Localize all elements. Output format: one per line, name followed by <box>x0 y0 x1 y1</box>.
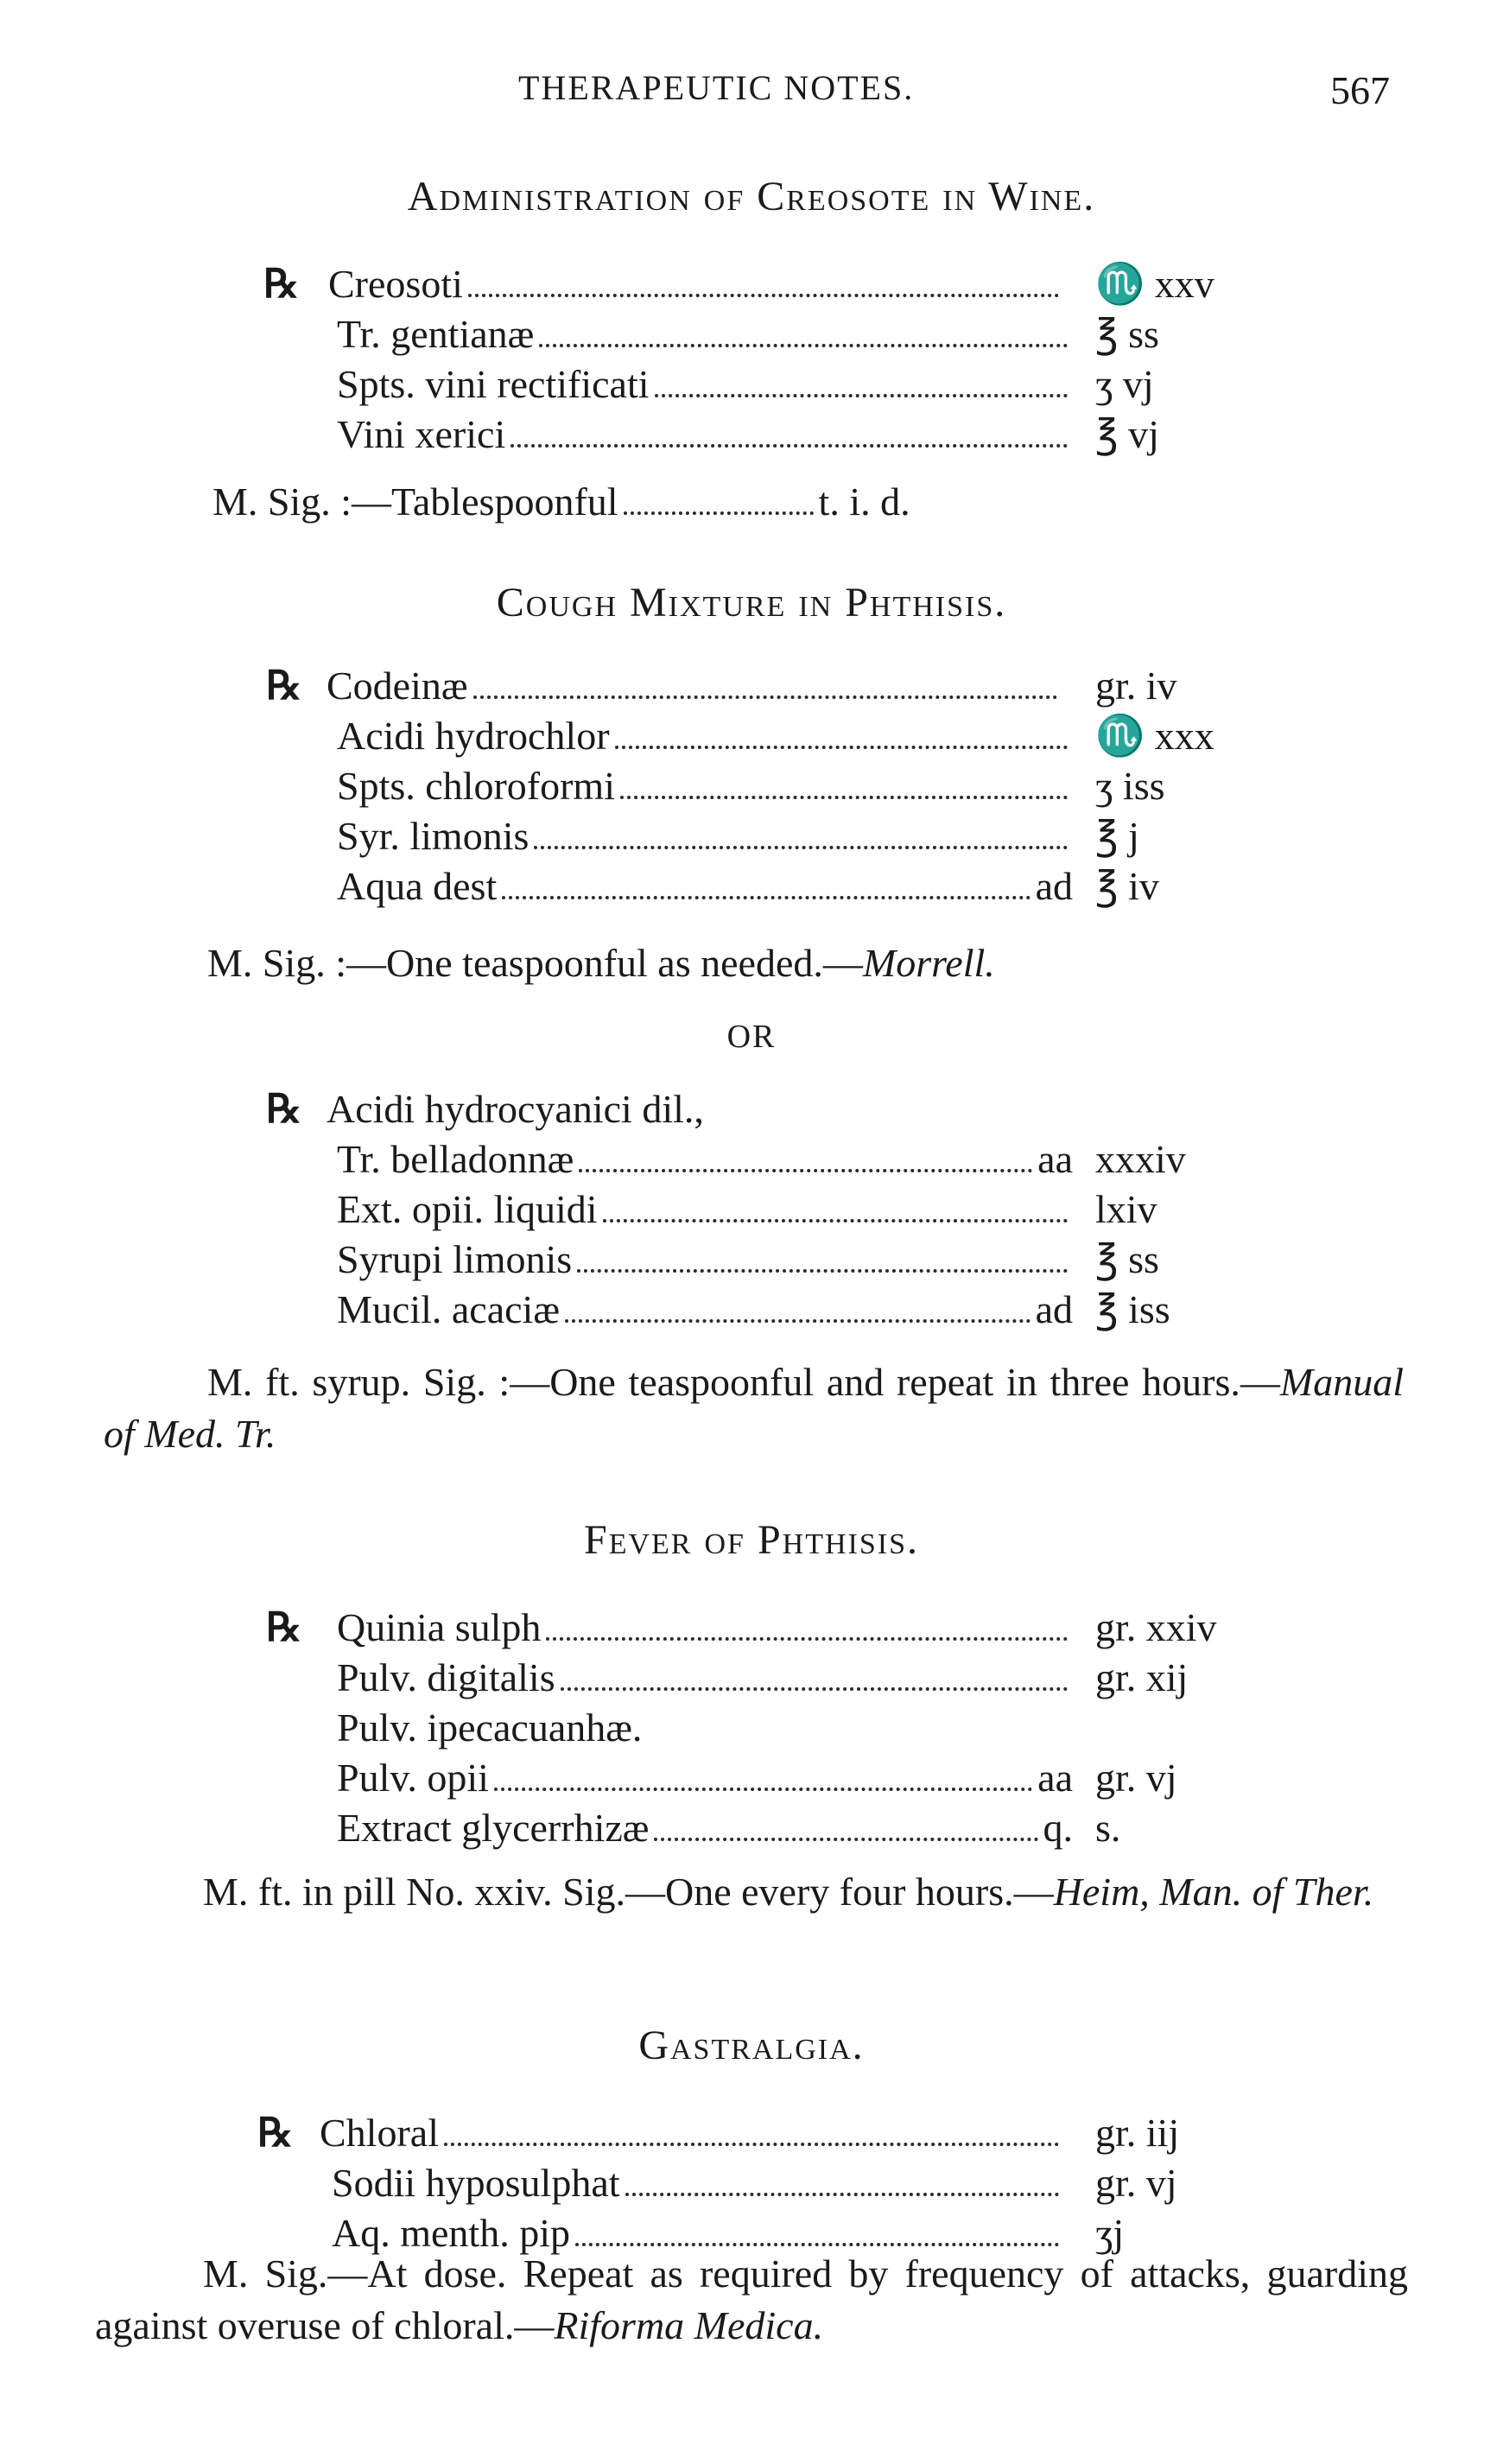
prescription-line <box>0 1603 1503 1653</box>
or-divider: OR <box>726 1019 777 1055</box>
dose: ♏ xxv <box>1095 262 1214 306</box>
prescription-line <box>0 1134 1503 1184</box>
prescription-line <box>0 1084 1503 1134</box>
dose: ℥ iv <box>1095 864 1159 908</box>
rx-symbol: ℞ <box>266 1087 302 1131</box>
prescription-gastralgia <box>0 2108 1503 2258</box>
ingredient: Aq. menth. pip <box>332 2208 1071 2258</box>
running-head: THERAPEUTIC NOTES. <box>518 68 915 107</box>
dose: gr. vj <box>1095 2161 1177 2205</box>
dose: gr. xxiv <box>1095 1605 1217 1649</box>
sig-creosote: M. Sig. :—Tablespoonful t. i. d. <box>212 479 910 524</box>
ingredient: Pulv. digitalis <box>337 1653 1080 1703</box>
ingredient: Extract glycerrhizæ q. <box>337 1806 1073 1850</box>
prescription-line <box>0 1235 1503 1285</box>
dose: ℥ j <box>1095 814 1139 858</box>
prescription-line <box>0 1653 1503 1703</box>
rx-symbol: ℞ <box>266 664 302 708</box>
dose: gr. vj <box>1095 1756 1177 1800</box>
prescription-line <box>0 761 1503 811</box>
dose: gr. iv <box>1095 664 1177 708</box>
ingredient: Quinia sulph <box>337 1603 1080 1653</box>
ingredient: Mucil. acaciæ ad <box>337 1287 1073 1331</box>
rx-symbol: ℞ <box>257 2111 294 2155</box>
sig-author: Morrell. <box>862 941 995 985</box>
dose: lxiv <box>1095 1187 1157 1231</box>
ingredient: Pulv. ipecacuanhæ. <box>337 1705 643 1750</box>
section-heading-cough: Cough Mixture in Phthisis. <box>496 580 1007 626</box>
ingredient: Vini xerici <box>337 410 1080 460</box>
prescription-fever <box>0 1603 1503 1853</box>
prescription-line <box>0 359 1503 410</box>
sig-gastralgia: M. Sig.—At dose. Repeat as required by frequency of attacks, guarding against overuse of chloral.—Riforma Medica. <box>95 2251 1408 2347</box>
prescription-line <box>0 1803 1503 1853</box>
prescription-line <box>0 661 1503 711</box>
dose: ʒ vj <box>1095 362 1154 406</box>
ingredient: Syr. limonis <box>337 811 1080 861</box>
ingredient: Ext. opii. liquidi <box>337 1184 1080 1235</box>
dose: s. <box>1095 1806 1121 1850</box>
prescription-line <box>0 2158 1503 2208</box>
sig-cough: M. Sig. :—One teaspoonful as needed.—Morrell. <box>207 941 995 985</box>
prescription-creosote <box>0 259 1503 460</box>
dose: gr. iij <box>1095 2111 1180 2155</box>
prescription-cough-alt <box>0 1084 1503 1335</box>
ingredient: Spts. vini rectificati <box>337 359 1080 410</box>
sig-source: Riforma Medica. <box>554 2303 824 2347</box>
ingredient: Tr. gentianæ <box>337 309 1080 359</box>
page-number: 567 <box>1330 68 1390 112</box>
prescription-line <box>0 1285 1503 1335</box>
rx-symbol: ℞ <box>263 262 300 306</box>
sig-source: Heim, Man. of Ther. <box>1053 1870 1374 1914</box>
dose: ℥ iss <box>1095 1287 1170 1331</box>
prescription-line <box>0 410 1503 460</box>
prescription-line <box>0 1184 1503 1235</box>
dose: ℥ ss <box>1095 312 1159 356</box>
sig-cough-alt: M. ft. syrup. Sig. :—One teaspoonful and repeat in three hours.—Manual of Med. Tr. <box>104 1360 1404 1456</box>
rx-symbol: ℞ <box>266 1605 302 1649</box>
section-heading-creosote: Administration of Creosote in Wine. <box>407 174 1096 219</box>
prescription-line <box>0 309 1503 359</box>
ingredient: Chloral <box>320 2108 1071 2158</box>
prescription-line <box>0 861 1503 911</box>
sig-fever: M. ft. in pill No. xxiv. Sig.—One every four hours.—Heim, Man. of Ther. <box>203 1870 1374 1914</box>
ingredient: Sodii hyposulphat <box>332 2158 1071 2208</box>
ingredient: Spts. chloroformi <box>337 761 1080 811</box>
dose: gr. xij <box>1095 1655 1189 1699</box>
prescription-line <box>0 811 1503 861</box>
prescription-line <box>0 1753 1503 1803</box>
section-heading-gastralgia: Gastralgia. <box>638 2023 865 2068</box>
ingredient-heading: Acidi hydrocyanici dil., <box>327 1087 704 1131</box>
sig-source: Manual of Med. Tr. <box>104 1360 1404 1456</box>
prescription-line <box>0 259 1503 309</box>
dose: ʒj <box>1095 2211 1125 2255</box>
prescription-line <box>0 1703 1503 1753</box>
prescription-line <box>0 711 1503 761</box>
ingredient: Creosoti <box>328 259 1071 309</box>
dose: ʒ iss <box>1095 764 1165 808</box>
section-heading-fever: Fever of Phthisis. <box>584 1517 919 1563</box>
ingredient: Codeinæ <box>327 661 1069 711</box>
dose: ℥ ss <box>1095 1237 1159 1281</box>
prescription-line <box>0 2108 1503 2158</box>
prescription-cough <box>0 661 1503 911</box>
ingredient: Tr. belladonnæ aa <box>337 1137 1073 1181</box>
dose: ♏ xxx <box>1095 714 1214 758</box>
dose: ℥ vj <box>1095 412 1159 456</box>
ingredient: Pulv. opii aa <box>337 1756 1073 1800</box>
ingredient: Aqua dest ad <box>337 864 1073 908</box>
ingredient: Syrupi limonis <box>337 1235 1080 1285</box>
dose: xxxiv <box>1095 1137 1186 1181</box>
ingredient: Acidi hydrochlor <box>337 711 1080 761</box>
